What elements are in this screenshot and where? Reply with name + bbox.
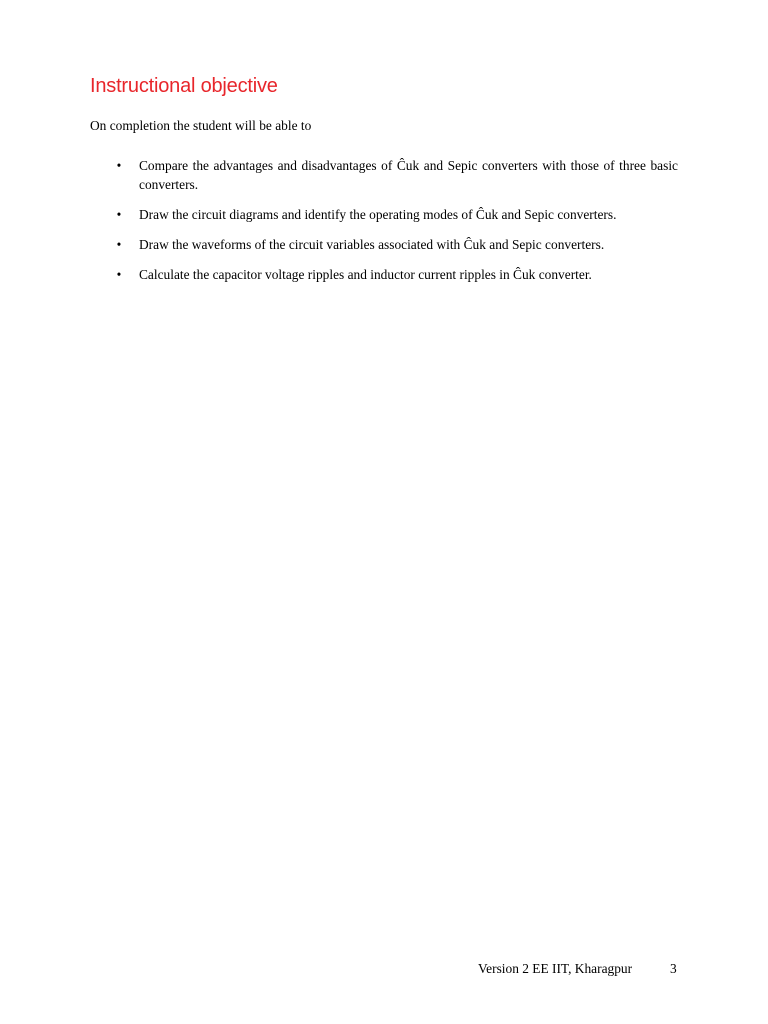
objectives-list	[90, 156, 678, 284]
objective-text: Draw the circuit diagrams and identify the operating modes of Ĉuk and Sepic converters.	[139, 207, 617, 222]
objective-text: Calculate the capacitor voltage ripples and inductor current ripples in Ĉuk converter.	[139, 267, 592, 282]
bullet-icon: •	[116, 267, 122, 282]
page-footer	[478, 960, 678, 978]
footer-label: Version 2 EE IIT, Kharagpur	[478, 961, 633, 976]
bullet-icon: •	[116, 237, 122, 252]
list-item	[90, 265, 678, 284]
section-heading: Instructional objective	[90, 75, 278, 97]
list-item	[90, 156, 678, 194]
list-item	[90, 205, 678, 224]
bullet-icon: •	[116, 158, 122, 173]
intro-text: On completion the student will be able to	[90, 118, 312, 133]
bullet-icon: •	[116, 207, 122, 222]
objective-text: Compare the advantages and disadvantages of Ĉuk and Sepic converters with those of three basic converters.	[139, 158, 678, 192]
page-number: 3	[670, 961, 677, 976]
list-item	[90, 235, 678, 254]
objective-text: Draw the waveforms of the circuit variables associated with Ĉuk and Sepic converters.	[139, 237, 605, 252]
